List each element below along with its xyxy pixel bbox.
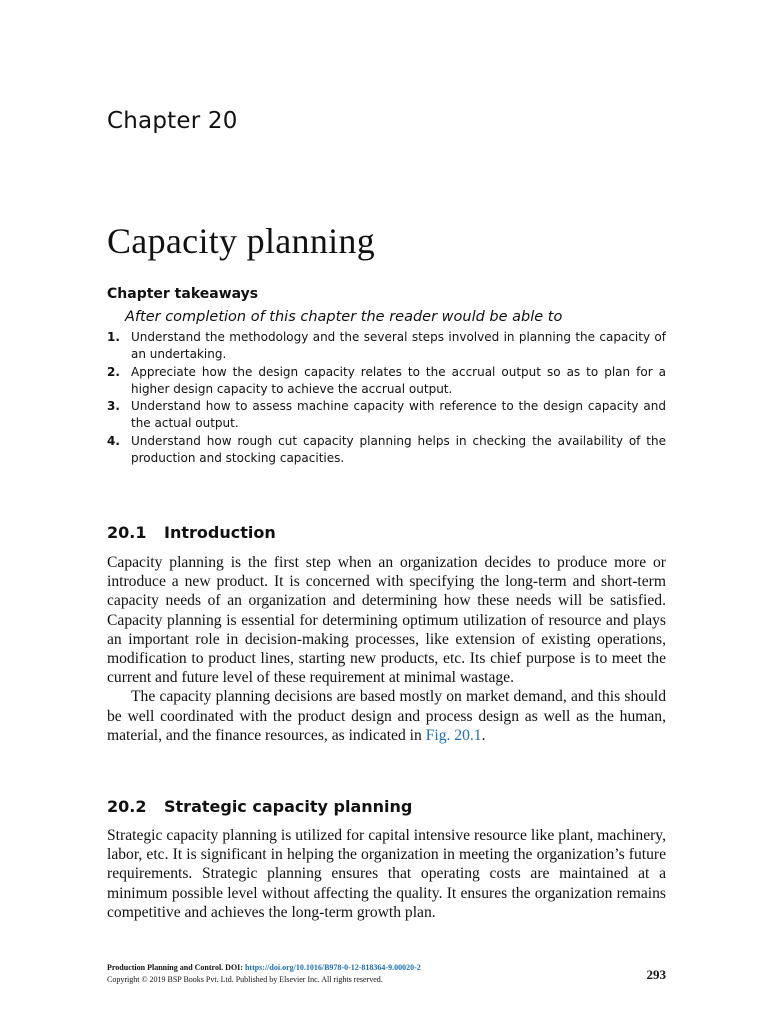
- paragraph: [107, 687, 666, 745]
- source-line: [107, 962, 666, 974]
- paragraph: Capacity planning is the first step when an organization decides to produce more or introduce a new product. It is concerned with specifying the long-term and short-term capacity needs of an organization and determining how these needs will be satisfied. Capacity planning is essential for determining optimum utilization of resource and plays an important role in decision-making processes, like extension of existing operations, modification to product lines, starting new products, etc. Its chief purpose is to meet the current and future level of these requirement at minimal wastage.: [107, 554, 666, 687]
- takeaway-item: [107, 398, 666, 433]
- section-heading: [107, 796, 666, 818]
- chapter-takeaways: [107, 284, 666, 467]
- takeaway-number: 1.: [107, 330, 120, 344]
- section-title: Strategic capacity planning: [164, 797, 413, 816]
- takeaway-number: 2.: [107, 364, 120, 379]
- takeaway-number: 4.: [107, 433, 120, 448]
- takeaway-item: [107, 329, 666, 364]
- doi-link[interactable]: https://doi.org/10.1016/B978-0-12-818364-9.00020-2: [244, 963, 421, 972]
- chapter-title: Capacity planning: [107, 221, 376, 262]
- page-number: 293: [646, 967, 666, 982]
- takeaway-number: 3.: [107, 399, 120, 414]
- paragraph-end: .: [481, 726, 486, 744]
- takeaways-intro: After completion of this chapter the reader would be able to: [125, 309, 563, 325]
- section-introduction: [107, 522, 666, 745]
- section-number: 20.2: [107, 797, 147, 816]
- takeaway-text: Understand the methodology and the several steps involved in planning the capacity of an undertaking.: [131, 330, 666, 362]
- chapter-label: Chapter 20: [107, 108, 238, 134]
- section-title: Introduction: [164, 523, 276, 542]
- takeaways-list: [107, 329, 666, 467]
- takeaway-text: Understand how rough cut capacity planning helps in checking the availability of the production and stocking capacities.: [131, 433, 666, 466]
- takeaway-text: Appreciate how the design capacity relates to the accrual output so as to plan for a higher design capacity to achieve the accrual output.: [131, 364, 666, 396]
- copyright-line: Copyright © 2019 BSP Books Pvt. Ltd. Published by Elsevier Inc. All rights reserved.: [107, 975, 383, 984]
- takeaway-item: [107, 433, 666, 468]
- section-heading: [107, 522, 666, 544]
- section-number: 20.1: [107, 523, 147, 542]
- document-page: [107, 0, 666, 1024]
- takeaway-item: [107, 364, 666, 399]
- section-strategic-capacity-planning: [107, 796, 666, 922]
- paragraph: Strategic capacity planning is utilized for capital intensive resource like plant, machinery, labor, etc. It is significant in helping the organization in meeting the organization’s future requirements. Strategic planning ensures that operating costs are maintained at a minimum possible level without affecting the quality. It ensures the organization remains competitive and achieves the long-term growth plan.: [107, 827, 666, 921]
- paragraph-text: The capacity planning decisions are based mostly on market demand, and this should be well coordinated with the product design and process design as well as the human, material, and the finance resources, as indicated in: [107, 688, 666, 744]
- takeaways-heading: Chapter takeaways: [107, 286, 259, 302]
- source-label: Production Planning and Control. DOI:: [107, 963, 243, 972]
- page-footer: [107, 962, 666, 986]
- figure-reference-link[interactable]: Fig. 20.1: [425, 726, 482, 744]
- takeaway-text: Understand how to assess machine capacity with reference to the design capacity and the actual output.: [131, 399, 666, 431]
